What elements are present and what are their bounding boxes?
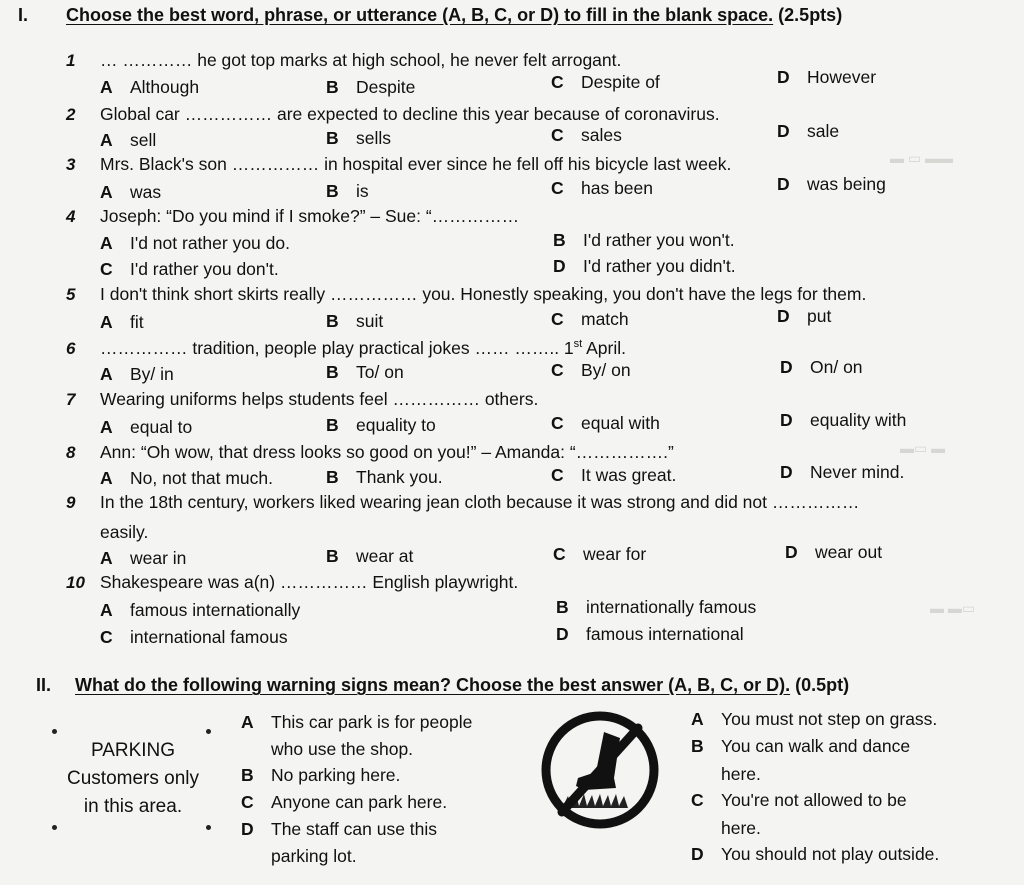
question-text: …………… tradition, people play practical jokes …… …….. 1: [100, 337, 574, 358]
parking-sign-line-3: in this area.: [83, 796, 183, 817]
question-number: 1: [66, 51, 76, 70]
question-number: 5: [66, 285, 76, 304]
section-1-numeral: I.: [18, 5, 29, 25]
question-1: [66, 52, 621, 70]
question-5: [66, 286, 866, 304]
option-6b[interactable]: B To/ on: [326, 362, 404, 382]
question-2: [66, 106, 720, 124]
option-4b[interactable]: B I'd rather you won't.: [553, 230, 735, 250]
option-3a[interactable]: A was: [100, 182, 162, 202]
option-5c[interactable]: C match: [551, 309, 629, 329]
question-text: … ………… he got top marks at high school, he never felt arrogant.: [100, 50, 622, 70]
sign2-option-b-continued: here.: [721, 764, 761, 784]
bleed-through-noise: ▬▭ ▬: [900, 440, 946, 456]
sign-corner-dot: [206, 729, 211, 734]
question-text: In the 18th century, workers liked wearing jean cloth because it was strong and did not ……………: [100, 492, 860, 512]
question-number: 4: [66, 207, 76, 226]
option-7b[interactable]: B equality to: [326, 415, 436, 435]
section-1-points: (2.5pts): [778, 5, 843, 25]
sign-corner-dot: [52, 825, 57, 830]
sign2-option-c[interactable]: C You're not allowed to be: [691, 790, 907, 810]
question-text: Mrs. Black's son …………… in hospital ever since he fell off his bicycle last week.: [100, 154, 732, 174]
option-6c[interactable]: C By/ on: [551, 360, 631, 380]
bleed-through-noise: ▬ ▬▭: [930, 600, 976, 616]
question-text: Global car …………… are expected to decline this year because of coronavirus.: [100, 104, 720, 124]
parking-sign-line-1: PARKING: [90, 740, 176, 761]
no-stepping-on-grass-icon: [538, 708, 662, 832]
sign1-option-d-continued: parking lot.: [271, 846, 357, 866]
question-text-end: April.: [582, 337, 626, 358]
option-5a[interactable]: A fit: [100, 312, 144, 332]
option-3b[interactable]: B is: [326, 181, 369, 201]
question-9: [66, 494, 859, 512]
sign1-option-d[interactable]: D The staff can use this: [241, 819, 438, 839]
option-4d[interactable]: D I'd rather you didn't.: [553, 256, 736, 276]
section-1-title: Choose the best word, phrase, or utterance (A, B, C, or D) to fill in the blank space.: [66, 5, 774, 25]
question-4: [66, 208, 519, 226]
section-2-heading: [36, 676, 849, 694]
sign1-option-b[interactable]: B No parking here.: [241, 765, 401, 785]
option-9a[interactable]: A wear in: [100, 548, 187, 568]
sign2-option-b[interactable]: B You can walk and dance: [691, 736, 911, 756]
option-7c[interactable]: C equal with: [551, 413, 660, 433]
option-10a[interactable]: A famous internationally: [100, 600, 301, 620]
question-number: 7: [66, 390, 76, 409]
option-8a[interactable]: A No, not that much.: [100, 468, 273, 488]
question-number: 2: [66, 105, 76, 124]
question-number: 3: [66, 155, 76, 174]
option-1a[interactable]: A Although: [100, 77, 200, 97]
section-2-title: What do the following warning signs mean? Choose the best answer (A, B, C, or D).: [75, 675, 791, 695]
sign-corner-dot: [52, 729, 57, 734]
option-6d[interactable]: D On/ on: [780, 357, 863, 377]
question-6: [66, 339, 626, 357]
option-8c[interactable]: C It was great.: [551, 465, 677, 485]
option-1c[interactable]: C Despite of: [551, 72, 660, 92]
option-6a[interactable]: A By/ in: [100, 364, 174, 384]
option-5d[interactable]: D put: [777, 306, 832, 326]
question-10: [66, 574, 518, 592]
sign2-option-a[interactable]: A You must not step on grass.: [691, 709, 938, 729]
question-text: Joseph: “Do you mind if I smoke?” – Sue: “……………: [100, 206, 520, 226]
question-text-continued: easily.: [100, 522, 149, 542]
section-2-numeral: II.: [36, 675, 52, 695]
question-text: I don't think short skirts really …………… you. Honestly speaking, you don't have the legs for them.: [100, 284, 867, 304]
ordinal-suffix: st: [573, 338, 583, 350]
option-7d[interactable]: D equality with: [780, 410, 907, 430]
parking-sign-line-2: Customers only: [67, 768, 199, 789]
question-7: [66, 391, 538, 409]
option-10d[interactable]: D famous international: [556, 624, 744, 644]
option-4a[interactable]: A I'd not rather you do.: [100, 233, 290, 253]
section-2-points: (0.5pt): [795, 675, 850, 695]
sign2-option-c-continued: here.: [721, 818, 761, 838]
section-1-heading: [18, 6, 842, 24]
sign1-option-a[interactable]: A This car park is for people: [241, 712, 473, 732]
question-number: 8: [66, 443, 76, 462]
question-text: Shakespeare was a(n) …………… English playwright.: [100, 572, 519, 592]
sign-corner-dot: [206, 825, 211, 830]
sign1-option-c[interactable]: C Anyone can park here.: [241, 792, 448, 812]
question-number: 10: [66, 573, 85, 592]
option-7a[interactable]: A equal to: [100, 417, 193, 437]
option-3c[interactable]: C has been: [551, 178, 654, 198]
question-3: [66, 156, 731, 174]
option-4c[interactable]: C I'd rather you don't.: [100, 259, 279, 279]
question-text: Ann: “Oh wow, that dress looks so good on you!” – Amanda: “…………….”: [100, 442, 674, 462]
option-2b[interactable]: B sells: [326, 128, 392, 148]
option-10c[interactable]: C international famous: [100, 627, 288, 647]
option-2c[interactable]: C sales: [551, 125, 622, 145]
option-9b[interactable]: B wear at: [326, 546, 414, 566]
option-2a[interactable]: A sell: [100, 130, 157, 150]
option-9c[interactable]: C wear for: [553, 544, 647, 564]
sign2-option-d[interactable]: D You should not play outside.: [691, 844, 940, 864]
bleed-through-noise: ▬ ▭ ▬▬: [890, 150, 954, 166]
sign1-option-a-continued: who use the shop.: [271, 739, 414, 759]
question-number: 6: [66, 338, 76, 358]
question-text: Wearing uniforms helps students feel …………… others.: [100, 389, 539, 409]
option-2d[interactable]: D sale: [777, 121, 840, 141]
option-9d[interactable]: D wear out: [785, 542, 883, 562]
option-1d[interactable]: D However: [777, 67, 877, 87]
question-number: 9: [66, 493, 76, 512]
option-3d[interactable]: D was being: [777, 174, 886, 194]
option-5b[interactable]: B suit: [326, 311, 384, 331]
option-8b[interactable]: B Thank you.: [326, 467, 443, 487]
option-8d[interactable]: D Never mind.: [780, 462, 905, 482]
question-8: [66, 444, 674, 462]
option-10b[interactable]: B internationally famous: [556, 597, 757, 617]
option-1b[interactable]: B Despite: [326, 77, 416, 97]
